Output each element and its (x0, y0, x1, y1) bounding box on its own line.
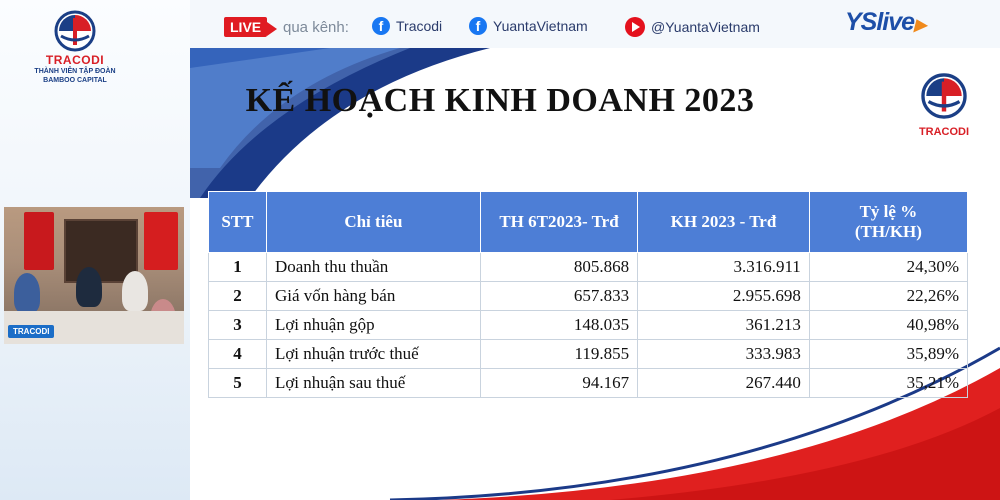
channel-label: qua kênh: (283, 19, 349, 36)
table-row (209, 369, 968, 398)
header-plan-2023: KH 2023 - Trđ (638, 192, 810, 253)
cell-plan: 333.983 (638, 340, 810, 369)
cell-ratio: 22,26% (809, 282, 967, 311)
cell-plan: 2.955.698 (638, 282, 810, 311)
channel-yuanta-facebook[interactable] (469, 17, 588, 35)
person (122, 271, 148, 311)
cell-actual: 94.167 (480, 369, 637, 398)
play-icon: ▶ (914, 17, 926, 34)
cell-stt: 5 (209, 369, 267, 398)
table-row (209, 253, 968, 282)
person (14, 273, 40, 313)
channel-name: Tracodi (396, 18, 443, 34)
table-row (209, 311, 968, 340)
header-ratio-line2: (TH/KH) (854, 222, 922, 241)
tracodi-emblem-icon (47, 10, 103, 52)
live-badge: LIVE (224, 17, 267, 37)
brand-member-line2: BAMBOO CAPITAL (43, 77, 107, 84)
brand-name: TRACODI (45, 53, 105, 67)
cell-ratio: 24,30% (809, 253, 967, 282)
brand-logo (10, 10, 140, 85)
channel-yuanta-youtube[interactable] (625, 17, 760, 37)
platform-logo-text: YSlive (845, 8, 915, 36)
channel-name: @YuantaVietnam (651, 19, 760, 35)
cell-indicator: Doanh thu thuần (266, 253, 480, 282)
business-plan-table (208, 191, 968, 398)
cell-indicator: Lợi nhuận gộp (266, 311, 480, 340)
table-row (209, 282, 968, 311)
cell-indicator: Lợi nhuận sau thuế (266, 369, 480, 398)
cell-ratio: 35,21% (809, 369, 967, 398)
cell-actual: 148.035 (480, 311, 637, 340)
youtube-icon (625, 17, 645, 37)
slide-title: KẾ HOẠCH KINH DOANH 2023 (245, 82, 755, 119)
cell-actual: 119.855 (480, 340, 637, 369)
cell-stt: 2 (209, 282, 267, 311)
sidebar (0, 0, 190, 500)
cell-plan: 3.316.911 (638, 253, 810, 282)
cell-ratio: 35,89% (809, 340, 967, 369)
person (76, 267, 102, 307)
facebook-icon: f (372, 17, 390, 35)
brand-member-line1: THÀNH VIÊN TẬP ĐOÀN (34, 68, 116, 75)
cell-plan: 361.213 (638, 311, 810, 340)
tracodi-emblem-icon (913, 72, 975, 120)
cell-stt: 1 (209, 253, 267, 282)
header-ratio-line1: Tỷ lệ % (859, 202, 918, 221)
cell-plan: 267.440 (638, 369, 810, 398)
webcam-video[interactable] (4, 207, 184, 344)
cell-indicator: Giá vốn hàng bán (266, 282, 480, 311)
cell-actual: 805.868 (480, 253, 637, 282)
video-tag: TRACODI (8, 325, 54, 338)
yslive-logo (845, 8, 925, 37)
cell-stt: 3 (209, 311, 267, 340)
table-row (209, 340, 968, 369)
channel-tracodi[interactable] (372, 17, 442, 35)
slide-logo (904, 72, 984, 138)
header-stt: STT (209, 192, 267, 253)
flag-decoration (144, 212, 178, 270)
channel-name: YuantaVietnam (493, 18, 588, 34)
cell-ratio: 40,98% (809, 311, 967, 340)
slide-logo-name: TRACODI (918, 126, 970, 138)
header-actual-6m: TH 6T2023- Trđ (480, 192, 637, 253)
header-indicator: Chỉ tiêu (266, 192, 480, 253)
flag-decoration (24, 212, 54, 270)
facebook-icon: f (469, 17, 487, 35)
cell-stt: 4 (209, 340, 267, 369)
cell-actual: 657.833 (480, 282, 637, 311)
header-ratio (809, 192, 967, 253)
cell-indicator: Lợi nhuận trước thuế (266, 340, 480, 369)
table-header-row (209, 192, 968, 253)
